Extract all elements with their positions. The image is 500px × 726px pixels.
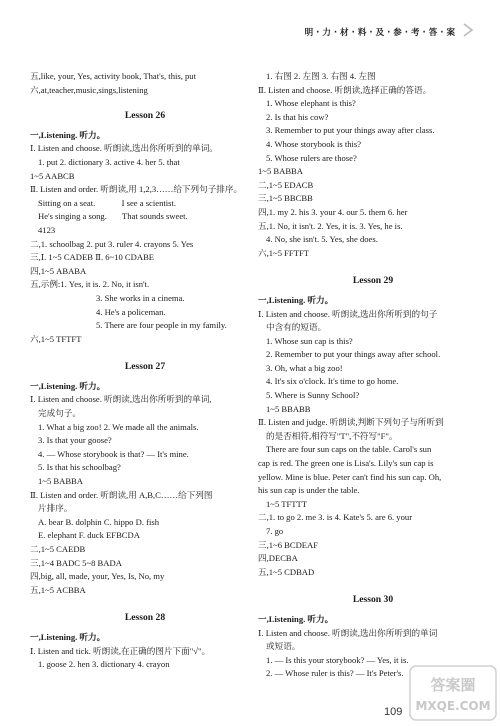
question-line: Ⅰ. Listen and choose. 听朗读,选出你所听到的句子 xyxy=(258,308,438,319)
answer-line: 4123 xyxy=(38,224,56,235)
question-line: Ⅱ. Listen and choose. 听朗读,选择正确的答语。 xyxy=(258,84,432,95)
question-items: 2. Remember to put your things away after school. xyxy=(266,349,441,360)
question-items: 3. Remember to put your things away after class. xyxy=(266,125,435,136)
watermark-logo xyxy=(408,664,498,722)
answer-line: 六,1~5 TFTFT xyxy=(30,333,82,344)
answer-line: 1~5 TFTTT xyxy=(266,498,308,509)
question-items: 1. — Is this your storybook? — Yes, it is. xyxy=(266,654,409,665)
question-items: A. bear B. dolphin C. hippo D. fish xyxy=(38,516,160,527)
chevron-right-icon xyxy=(462,22,474,38)
section-heading: 一,Listening. 听力。 xyxy=(258,613,334,624)
passage-line: cap is red. The green one is Lisa's. Lily's sun cap is xyxy=(258,458,434,469)
section-heading: 一,Listening. 听力。 xyxy=(30,380,106,391)
answer-line: 五,1~5 ACBBA xyxy=(30,584,86,595)
question-line: Ⅱ. Listen and judge. 听朗读,判断下列句子与所听到 xyxy=(258,417,444,428)
answer-line: 二,1. schoolbag 2. put 3. ruler 4. crayons 5. Yes xyxy=(30,238,194,249)
lesson-30-title: Lesson 30 xyxy=(352,594,394,606)
question-items: E. elephant F. duck EFBCDA xyxy=(38,530,140,541)
left-column xyxy=(30,70,260,672)
question-items: 1. goose 2. hen 3. dictionary 4. crayon xyxy=(38,659,170,670)
answer-line: 五,1. No, it isn't. 2. Yes, it is. 3. Yes, he is. xyxy=(258,220,403,231)
question-items: 4. It's six o'clock. It's time to go home. xyxy=(266,376,399,387)
answer-line: 六,1~5 FFTFT xyxy=(258,247,309,258)
question-line: Ⅰ. Listen and choose. 听朗读,选出你所听到的单词, xyxy=(30,394,212,405)
answer-line: 六,at,teacher,music,sings,listening xyxy=(30,84,148,95)
svg-text:答案圈: 答案圈 xyxy=(430,676,476,694)
answer-line: 4. No, she isn't. 5. Yes, she does. xyxy=(266,234,378,245)
answer-line: 三,1~6 BCDEAF xyxy=(258,539,319,550)
lesson-28-title: Lesson 28 xyxy=(124,612,166,624)
answer-line: 5. There are four people in my family. xyxy=(96,320,227,331)
section-heading: 一,Listening. 听力。 xyxy=(30,129,106,140)
question-items: 5. Where is Sunny School? xyxy=(266,390,360,401)
question-line: Ⅱ. Listen and order. 听朗读,用 1,2,3……给下列句子排序。 xyxy=(30,184,243,195)
order-sentence: He's singing a song. xyxy=(38,211,107,222)
question-items: 5. Is that his schoolbag? xyxy=(38,462,121,473)
lesson-26-title: Lesson 26 xyxy=(124,110,166,122)
passage-line: yellow. Mine is blue. Peter can't find his sun cap. Oh, xyxy=(258,471,442,482)
question-line: 的是否相符,相符写"T",不符写"F"。 xyxy=(266,430,398,441)
answer-line: 7. go xyxy=(266,526,284,536)
question-line: 片排序。 xyxy=(38,503,73,514)
question-items: 4. Whose storybook is this? xyxy=(266,138,362,149)
question-items: 2. Is that his cow? xyxy=(266,111,329,122)
lesson-29-title: Lesson 29 xyxy=(352,275,394,287)
question-items: 2. — Whose ruler is this? — It's Peter's. xyxy=(266,668,404,679)
question-items: 1. Whose elephant is this? xyxy=(266,98,356,109)
question-line: 中含有的短语。 xyxy=(266,322,327,333)
answer-line: 四,1~5 ABABA xyxy=(30,265,87,276)
question-items: 1. What a big zoo! 2. We made all the animals. xyxy=(38,421,199,432)
answer-line: 二,1. to go 2. me 3. is 4. Kate's 5. are 6. your xyxy=(258,512,413,523)
answer-line: 3. She works in a cinema. xyxy=(96,292,185,303)
answer-line: 1~5 BABBA xyxy=(38,476,83,487)
passage-line: his sun cap is under the table. xyxy=(258,485,360,496)
question-line: 或短语。 xyxy=(266,641,301,652)
answer-line: 1~5 BABBA xyxy=(258,166,303,177)
answer-line: 1~5 AABCB xyxy=(30,170,75,181)
lesson-27-title: Lesson 27 xyxy=(124,361,166,373)
header-title: 明·力·材·料·及·参·考·答·案 xyxy=(304,28,458,38)
answer-line: 五,like, your, Yes, activity book, That's, this, put xyxy=(30,71,196,81)
section-heading: 一,Listening. 听力。 xyxy=(258,294,334,305)
question-line: 完成句子。 xyxy=(38,408,81,419)
answer-line: 五,示例:1. Yes, it is. 2. No, it isn't. xyxy=(30,279,150,290)
section-heading: 一,Listening. 听力。 xyxy=(30,631,106,642)
answer-line: 1~5 BBABB xyxy=(266,403,311,414)
svg-text:MXQE.COM: MXQE.COM xyxy=(415,699,491,713)
answer-line: 三,1~5 BBCBB xyxy=(258,193,313,204)
question-line: Ⅰ. Listen and tick. 听朗读,在正确的图片下面"√"。 xyxy=(30,645,211,656)
question-items: 3. Is that your goose? xyxy=(38,435,112,446)
question-line: Ⅰ. Listen and choose. 听朗读,选出你所听到的单词。 xyxy=(30,143,218,154)
answer-line: 四,DECBA xyxy=(258,553,298,564)
question-line: Ⅰ. Listen and choose. 听朗读,选出你所听到的单词 xyxy=(258,627,438,638)
order-row xyxy=(30,197,260,211)
answer-line: 4. He's a policeman. xyxy=(96,306,166,317)
page-number: 109 xyxy=(384,706,403,718)
answer-line: 二,1~5 CAEDB xyxy=(30,544,86,554)
question-line: Ⅱ. Listen and order. 听朗读,用 A,B,C……给下列图 xyxy=(30,489,213,500)
answer-line: 四,big, all, made, your, Yes, Is, No, my xyxy=(30,571,165,582)
order-sentence: That sounds sweet. xyxy=(122,211,188,222)
question-items: 1. Whose sun cap is this? xyxy=(266,335,353,346)
right-column xyxy=(258,70,488,681)
question-items: 1. put 2. dictionary 3. active 4. her 5. that xyxy=(38,156,180,167)
answer-line: 1. 右图 2. 左图 3. 右图 4. 左图 xyxy=(266,71,376,81)
page-header xyxy=(0,0,500,58)
order-sentence: I see a scientist. xyxy=(121,197,177,208)
order-sentence: Sitting on a seat. xyxy=(38,197,96,208)
answer-line: 四,1. my 2. his 3. your 4. our 5. them 6. her xyxy=(258,206,408,217)
answer-line: 三,Ⅰ. 1~5 CADEB Ⅱ. 6~10 CDABE xyxy=(30,252,155,263)
passage-line: There are four sun caps on the table. Carol's sun xyxy=(266,444,432,455)
answer-line: 五,1~5 CDBAD xyxy=(258,566,315,577)
order-row xyxy=(30,210,260,224)
question-items: 5. Whose rulers are those? xyxy=(266,152,357,163)
answer-line: 二,1~5 EDACB xyxy=(258,179,314,190)
question-items: 3. Oh, what a big zoo! xyxy=(266,362,343,373)
answer-line: 三,1~4 BADC 5~8 BADA xyxy=(30,557,122,568)
question-items: 4. — Whose storybook is that? — It's mine. xyxy=(38,448,189,459)
